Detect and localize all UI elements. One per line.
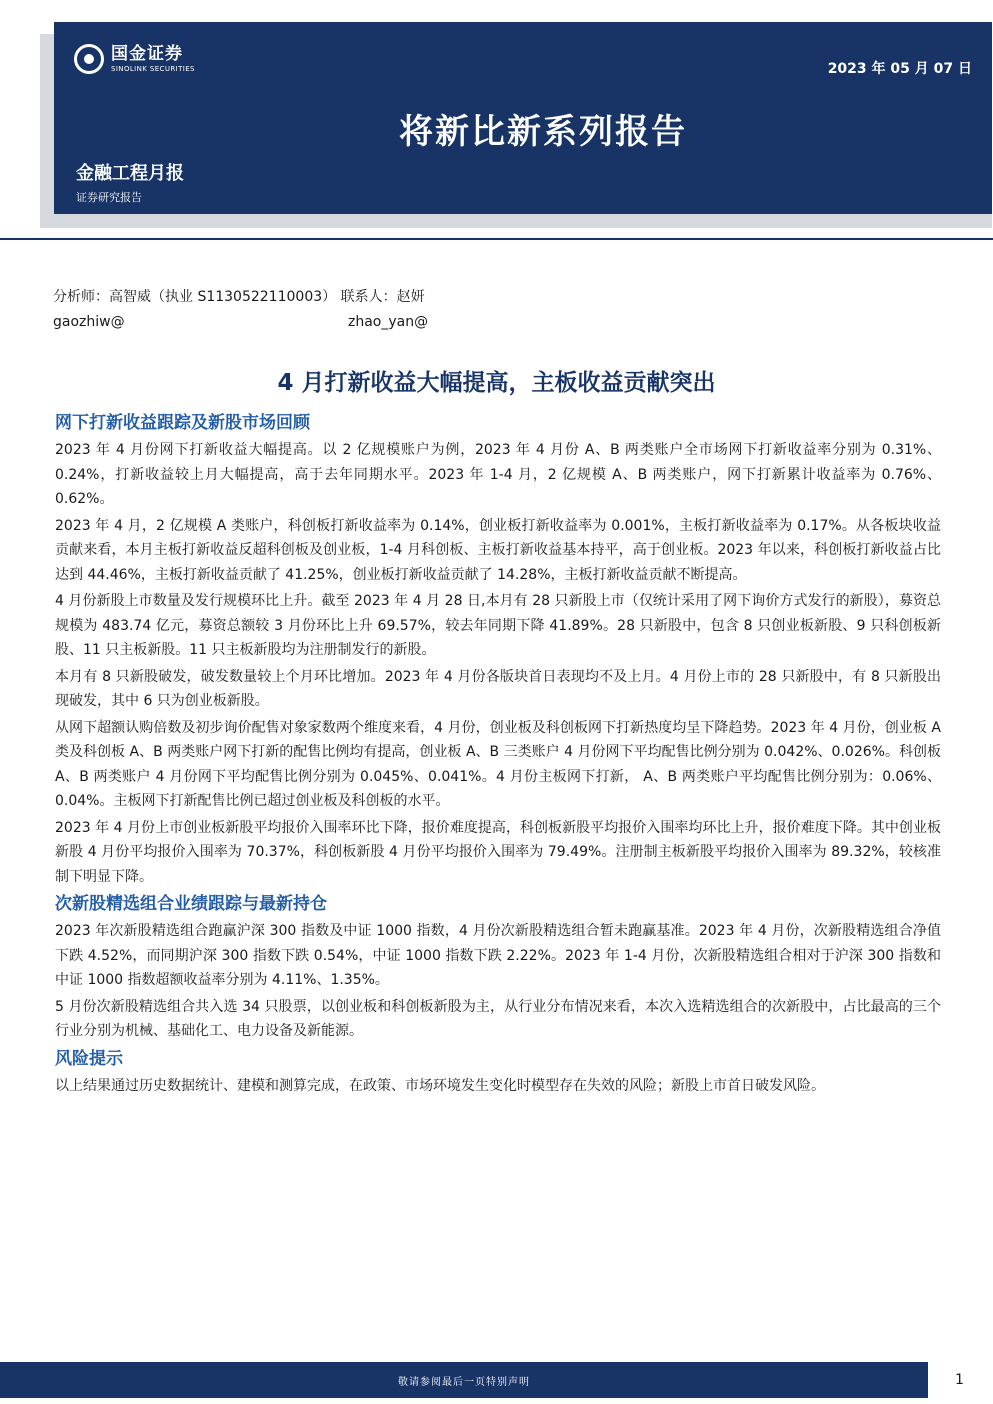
report-body [55,410,941,1100]
header-divider [0,238,993,240]
section-heading: 次新股精选组合业绩跟踪与最新持仓 [55,894,327,914]
section-heading: 网下打新收益跟踪及新股市场回顾 [55,413,310,433]
paragraph: 本月有 8 只新股破发，破发数量较上个月环比增加。2023 年 4 月份各版块首日表现均不及上月。4 月份上市的 28 只新股中，有 8 只新股出现破发，其中 6 只为创业板新股。 [55,668,941,709]
paragraph: 4 月份新股上市数量及发行规模环比上升。截至 2023 年 4 月 28 日,本月有 28 只新股上市（仅统计采用了网下询价方式发行的新股），募资总规模为 483.74 亿元，募资总额较 3 月份环比上升 69.57%，较去年同期下降 41.89%。28 只新股中，包含 8 只创业板新股、9 只科创板新股、11 只主板新股。11 只主板新股均为注册制发行的新股。 [55,593,941,658]
contact-email[interactable]: zhao_yan@ [348,314,429,330]
series-title: 将新比新系列报告 [399,112,687,152]
paragraph: 2023 年次新股精选组合跑赢沪深 300 指数及中证 1000 指数，4 月份次新股精选组合暂未跑赢基准。2023 年 4 月份，次新股精选组合净值下跌 4.52%，而同期沪深 300 指数下跌 0.54%，中证 1000 指数下跌 2.22%。2023 年 1-4 月份，次新股精选组合相对于沪深 300 指数和中证 1000 指数超额收益率分别为 4.11%、1.35%。 [55,923,941,988]
section-portfolio-tracking [55,891,941,1044]
analyst-email[interactable]: gaozhiw@ [53,314,125,330]
paragraph: 2023 年 4 月，2 亿规模 A 类账户，科创板打新收益率为 0.14%，创业板打新收益率为 0.001%，主板打新收益率为 0.17%。从各板块收益贡献来看，本月主板打新收益反超科创板及创业板，1-4 月科创板、主板打新收益基本持平，高于创业板。2023 年以来，科创板打新收益占比达到 44.46%，主板打新收益贡献了 41.25%，创业板打新收益贡献了 14.28%，主板打新收益贡献不断提高。 [55,517,941,583]
paragraph: 2023 年 4 月份网下打新收益大幅提高。以 2 亿规模账户为例，2023 年 4 月份 A、B 两类账户全市场网下打新收益率分别为 0.31%、0.24%，打新收益较上月大幅提高，高于去年同期水平。2023 年 1-4 月，2 亿规模 A、B 两类账户，网下打新累计收益率为 0.76%、0.62%。 [55,442,941,507]
logo-name-cn: 国金证券 [111,43,183,64]
main-title: 4 月打新收益大幅提高，主板收益贡献突出 [277,370,716,396]
report-date: 2023 年 05 月 07 日 [827,61,972,77]
report-type: 金融工程月报 [76,163,184,184]
logo-mark-icon [74,44,104,74]
paragraph: 从网下超额认购倍数及初步询价配售对象家数两个维度来看，4 月份，创业板及科创板网下打新热度均呈下降趋势。2023 年 4 月份，创业板 A 类及科创板 A、B 两类账户网下打新的配售比例均有提高，创业板 A、B 三类账户 4 月份网下平均配售比例分别为 0.042%、0.026%。科创板 A、B 两类账户 4 月份网下平均配售比例分别为 0.045%、0.041%。4 月份主板网下打新， A、B 两类账户平均配售比例分别为：0.06%、0.04%。主板网下打新配售比例已超过创业板及科创板的水平。 [55,719,941,809]
paragraph: 5 月份次新股精选组合共入选 34 只股票，以创业板和科创板新股为主，从行业分布情况来看，本次入选精选组合的次新股中，占比最高的三个行业分别为机械、基础化工、电力设备及新能源。 [55,998,941,1039]
company-logo [74,44,195,74]
section-ipo-review [55,410,941,889]
footer-disclaimer[interactable]: 敬请参阅最后一页特别声明 [398,1377,530,1388]
logo-name-en: SINOLINK SECURITIES [111,64,195,73]
analyst-info: 分析师：高智威（执业 S1130522110003） 联系人：赵妍 [53,289,425,305]
page-number: 1 [955,1372,964,1388]
paragraph: 2023 年 4 月份上市创业板新股平均报价入围率环比下降，报价难度提高，科创板新股平均报价入围率均环比上升，报价难度下降。其中创业板新股 4 月份平均报价入围率为 70.37%，科创板新股 4 月份平均报价入围率为 79.49%。注册制主板新股平均报价入围率为 89.32%，较核准制下明显下降。 [55,819,941,885]
section-risk-warning [55,1046,941,1099]
section-heading: 风险提示 [55,1048,123,1069]
paragraph: 以上结果通过历史数据统计、建模和测算完成，在政策、市场环境发生变化时模型存在失效的风险；新股上市首日破发风险。 [55,1077,825,1094]
header-banner [54,22,992,214]
report-subtype: 证券研究报告 [76,191,142,204]
